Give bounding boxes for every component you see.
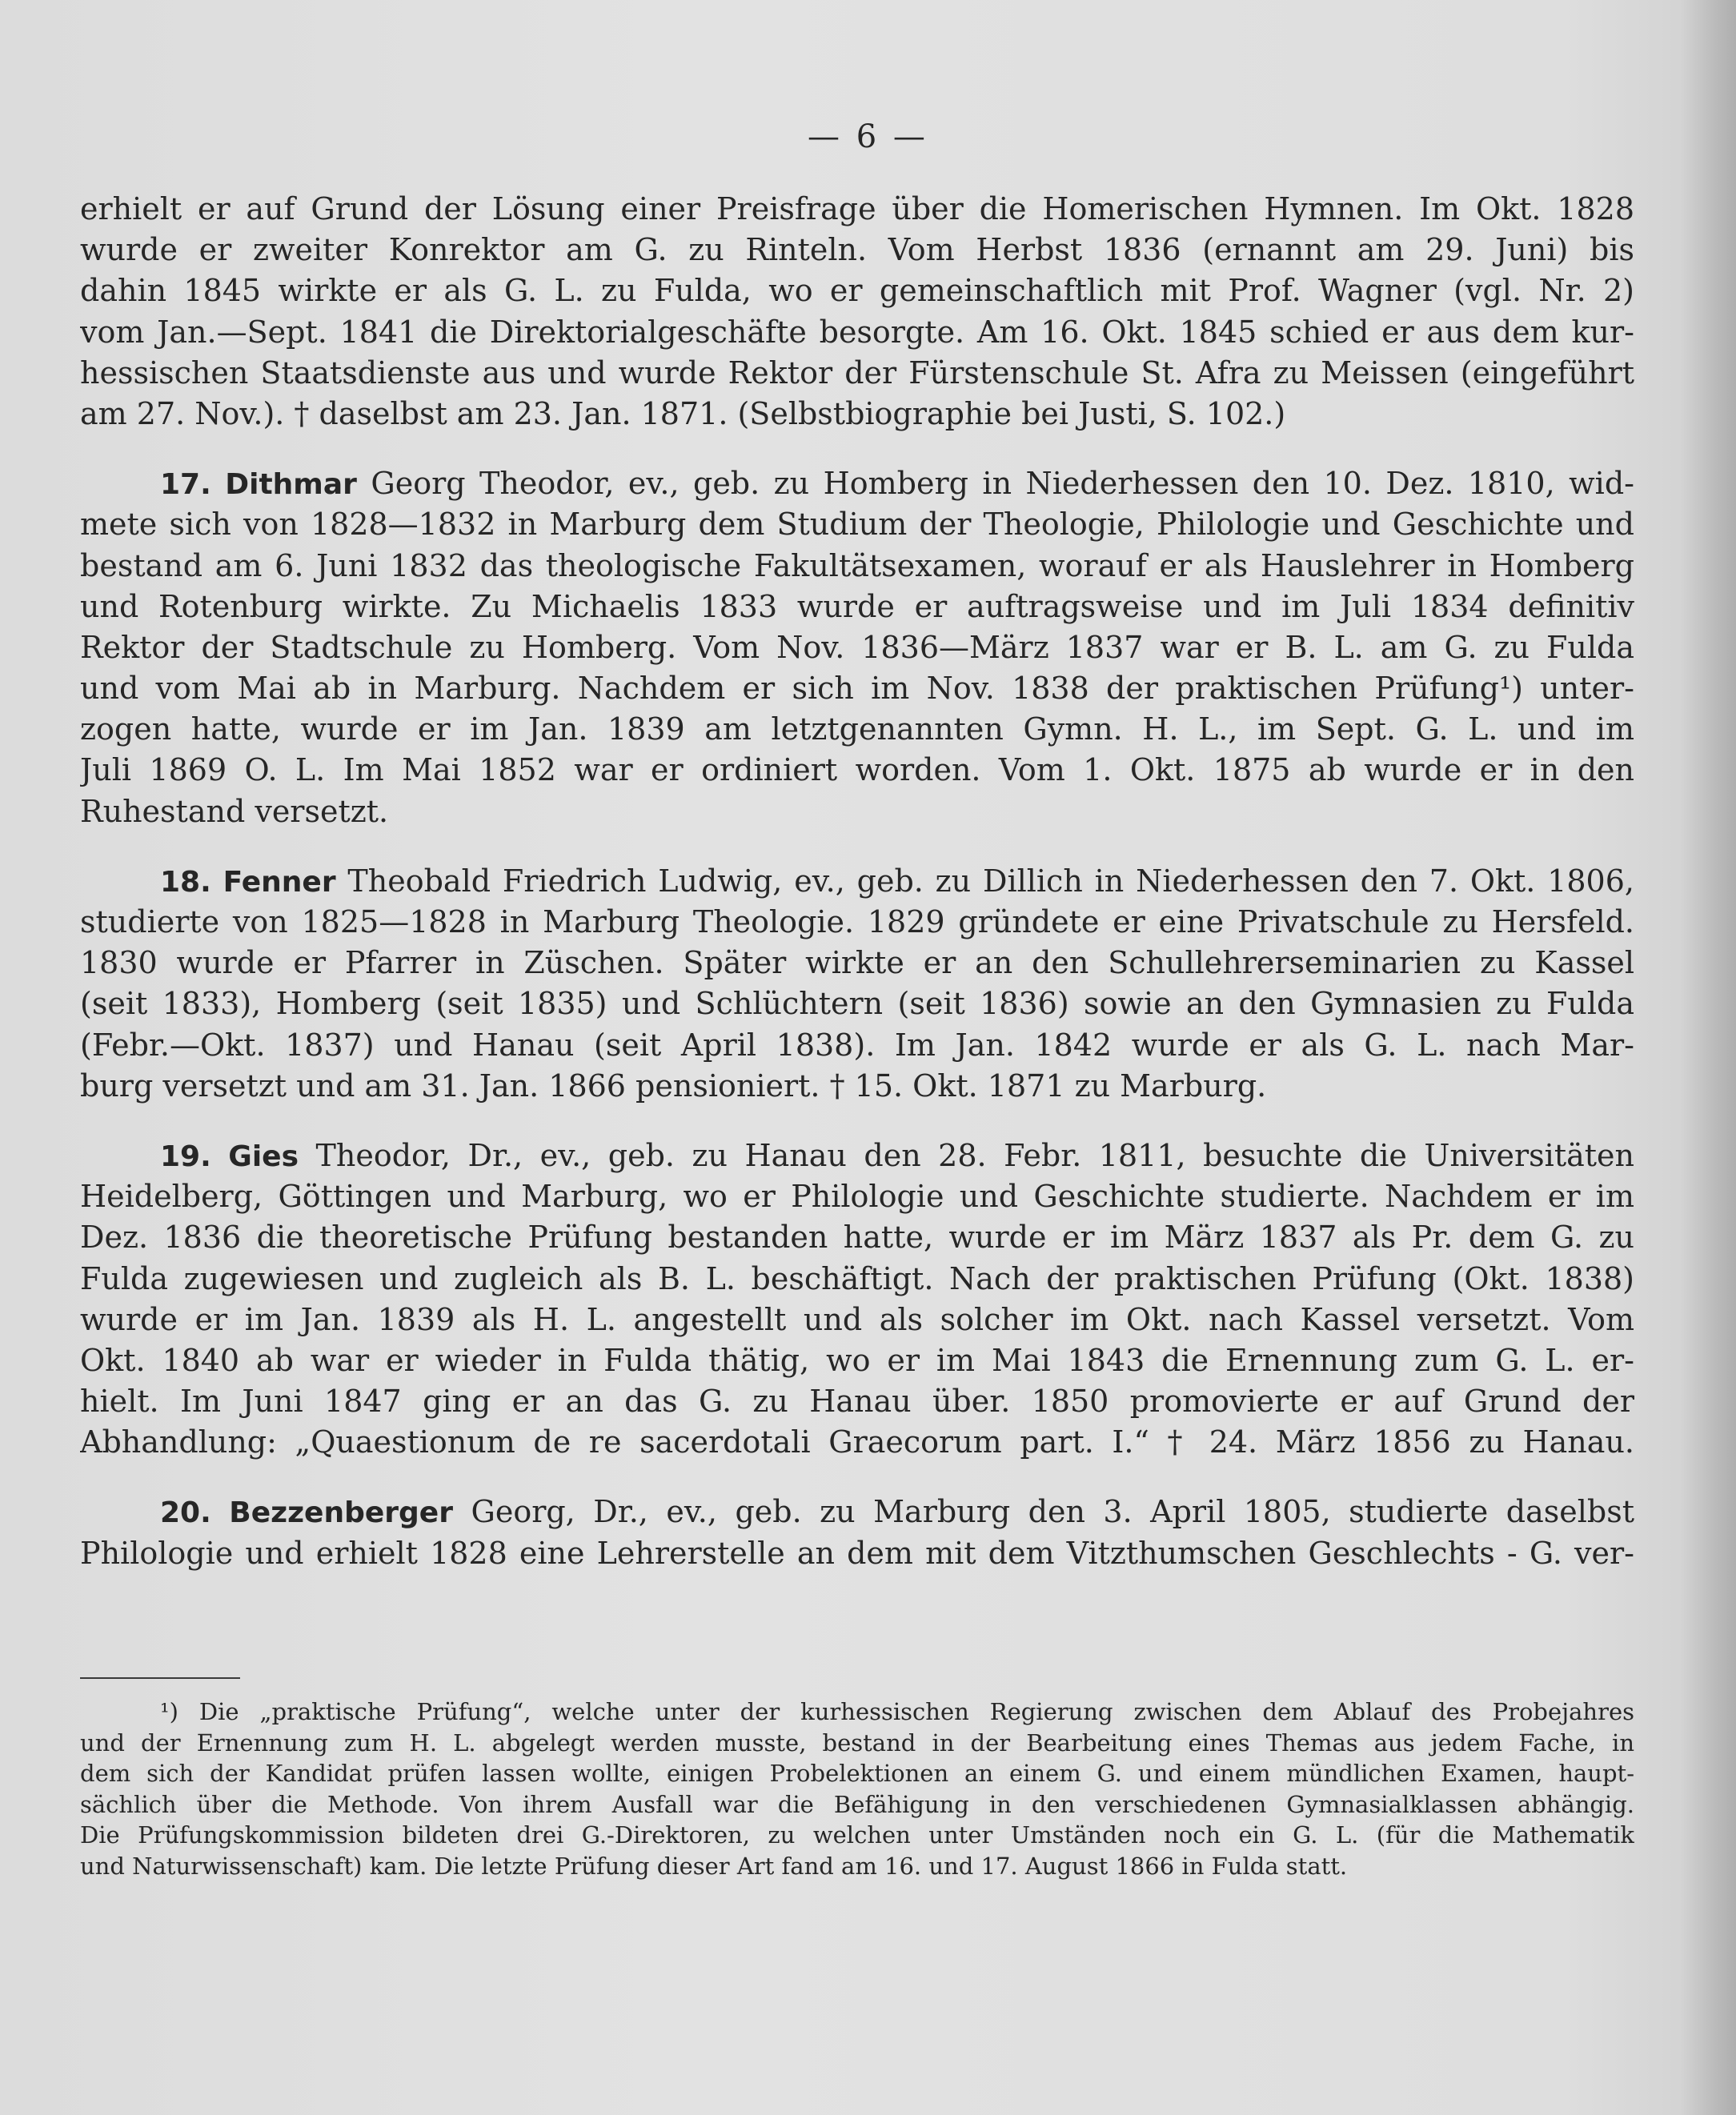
- text-line: und Rotenburg wirkte. Zu Michaelis 1833 wurde er auftragsweise und im Juli 1834 definitiv: [80, 588, 1634, 624]
- entry-number: 20.: [160, 1496, 211, 1530]
- text-line: bestand am 6. Juni 1832 das theologische Fakultätsexamen, worauf er als Hauslehrer in Homberg: [80, 547, 1634, 583]
- text-line: (Febr.—Okt. 1837) und Hanau (seit April 1838). Im Jan. 1842 wurde er als G. L. nach Mar-: [80, 1027, 1634, 1063]
- text-line: studierte von 1825—1828 in Marburg Theologie. 1829 gründete er eine Privatschule zu Hersfeld.: [80, 904, 1634, 939]
- text-line: und vom Mai ab in Marburg. Nachdem er sich im Nov. 1838 der praktischen Prüfung¹) unter-: [80, 671, 1634, 707]
- entry-surname: Bezzenberger: [229, 1496, 453, 1530]
- text-line: vom Jan.—Sept. 1841 die Direktorialgeschäfte besorgte. Am 16. Okt. 1845 schied er aus dem kur-: [80, 314, 1634, 350]
- text-line: wurde er im Jan. 1839 als H. L. angestellt und als solcher im Okt. nach Kassel versetzt. Vom: [80, 1301, 1634, 1337]
- text-line: mete sich von 1828—1832 in Marburg dem Studium der Theologie, Philologie und Geschichte und: [80, 507, 1634, 543]
- entry-20: [80, 1492, 1634, 1573]
- entry-number: 19.: [160, 1140, 211, 1173]
- text-line: Ruhestand versetzt.: [80, 793, 389, 829]
- text-line: zogen hatte, wurde er im Jan. 1839 am letztgenannten Gymn. H. L., im Sept. G. L. und im: [80, 711, 1634, 747]
- text-line: wurde er zweiter Konrektor am G. zu Rinteln. Vom Herbst 1836 (ernannt am 29. Juni) bis: [80, 232, 1634, 268]
- footnote-line: Die Prüfungskommission bildeten drei G.-Direktoren, zu welchen unter Umständen noch ein G. L. (für die Mathematik: [80, 1821, 1634, 1849]
- text-line: Heidelberg, Göttingen und Marburg, wo er Philologie und Geschichte studierte. Nachdem er im: [80, 1179, 1634, 1215]
- text-line: Fulda zugewiesen und zugleich als B. L. beschäftigt. Nach der praktischen Prüfung (Okt. 1838): [80, 1260, 1634, 1296]
- text-line: Rektor der Stadtschule zu Homberg. Vom Nov. 1836—März 1837 war er B. L. am G. zu Fulda: [80, 629, 1634, 665]
- main-text: [80, 189, 1634, 1574]
- text-line: Okt. 1840 ab war er wieder in Fulda thätig, wo er im Mai 1843 die Ernennung zum G. L. er-: [80, 1342, 1634, 1378]
- footnote-line: und der Ernennung zum H. L. abgelegt werden musste, bestand in der Bearbeitung eines Themas aus jedem Fache, in: [80, 1728, 1634, 1756]
- text-line: Philologie und erhielt 1828 eine Lehrerstelle an dem mit dem Vitzthumschen Geschlechts - G. ver-: [80, 1535, 1634, 1571]
- continuation-paragraph: [80, 189, 1634, 435]
- entry-surname: Gies: [228, 1140, 299, 1173]
- entry-surname: Dithmar: [225, 468, 357, 502]
- entry-first-line-text: Georg, Dr., ev., geb. zu Marburg den 3. April 1805, studierte daselbst: [471, 1494, 1634, 1530]
- footnote-line: und Naturwissenschaft) kam. Die letzte Prüfung dieser Art fand am 16. und 17. August 1866 in Fulda statt.: [80, 1852, 1348, 1880]
- entry-first-line: [80, 1492, 1634, 1532]
- entry-first-line: [80, 1136, 1634, 1176]
- text-line: Dez. 1836 die theoretische Prüfung bestanden hatte, wurde er im März 1837 als Pr. dem G. zu: [80, 1220, 1634, 1256]
- text-line: Juli 1869 O. L. Im Mai 1852 war er ordiniert worden. Vom 1. Okt. 1875 ab wurde er in den: [80, 752, 1634, 788]
- text-line: 1830 wurde er Pfarrer in Züschen. Später wirkte er an den Schullehrerseminarien zu Kassel: [80, 945, 1634, 981]
- page-number: — 6 —: [808, 118, 928, 155]
- text-line: dahin 1845 wirkte er als G. L. zu Fulda, wo er gemeinschaftlich mit Prof. Wagner (vgl. Nr. 2): [80, 273, 1634, 309]
- text-line: hessischen Staatsdienste aus und wurde Rektor der Fürstenschule St. Afra zu Meissen (eingeführt: [80, 355, 1634, 391]
- text-line: (seit 1833), Homberg (seit 1835) und Schlüchtern (seit 1836) sowie an den Gymnasien zu Fulda: [80, 986, 1634, 1022]
- footnote: [80, 1696, 1634, 1881]
- entry-number: 17.: [160, 468, 211, 502]
- entry-first-line-text: Theobald Friedrich Ludwig, ev., geb. zu Dillich in Niederhessen den 7. Okt. 1806,: [347, 863, 1634, 899]
- text-line: Abhandlung: „Quaestionum de re sacerdotali Graecorum part. I.“ † 24. März 1856 zu Hanau.: [80, 1424, 1634, 1460]
- entry-surname: Fenner: [223, 865, 336, 899]
- entry-19: [80, 1136, 1634, 1464]
- footnote-line: ¹) Die „praktische Prüfung“, welche unter der kurhessischen Regierung zwischen dem Ablauf des Probejahres: [160, 1698, 1634, 1725]
- footnote-line: sächlich über die Methode. Von ihrem Ausfall war die Befähigung in den verschiedenen Gymnasialklassen abhängig.: [80, 1790, 1634, 1818]
- text-line: hielt. Im Juni 1847 ging er an das G. zu Hanau über. 1850 promovierte er auf Grund der: [80, 1384, 1634, 1420]
- entry-first-line-text: Georg Theodor, ev., geb. zu Homberg in Niederhessen den 10. Dez. 1810, wid-: [371, 466, 1634, 502]
- entry-17: [80, 463, 1634, 832]
- entry-18: [80, 861, 1634, 1107]
- footnote-line: dem sich der Kandidat prüfen lassen wollte, einigen Probelektionen an einem G. und einem mündlichen Examen, haupt-: [80, 1760, 1634, 1787]
- text-line: erhielt er auf Grund der Lösung einer Preisfrage über die Homerischen Hymnen. Im Okt. 1828: [80, 191, 1634, 226]
- text-line: am 27. Nov.). † daselbst am 23. Jan. 1871. (Selbstbiographie bei Justi, S. 102.): [80, 395, 1286, 431]
- entry-first-line: [80, 861, 1634, 902]
- entry-first-line: [80, 463, 1634, 504]
- text-line: burg versetzt und am 31. Jan. 1866 pensioniert. † 15. Okt. 1871 zu Marburg.: [80, 1068, 1267, 1104]
- page-gutter-shadow: [1680, 0, 1736, 2115]
- footnote-divider: [80, 1677, 240, 1679]
- entry-number: 18.: [160, 865, 211, 899]
- entry-first-line-text: Theodor, Dr., ev., geb. zu Hanau den 28. Febr. 1811, besuchte die Universitäten: [315, 1137, 1634, 1173]
